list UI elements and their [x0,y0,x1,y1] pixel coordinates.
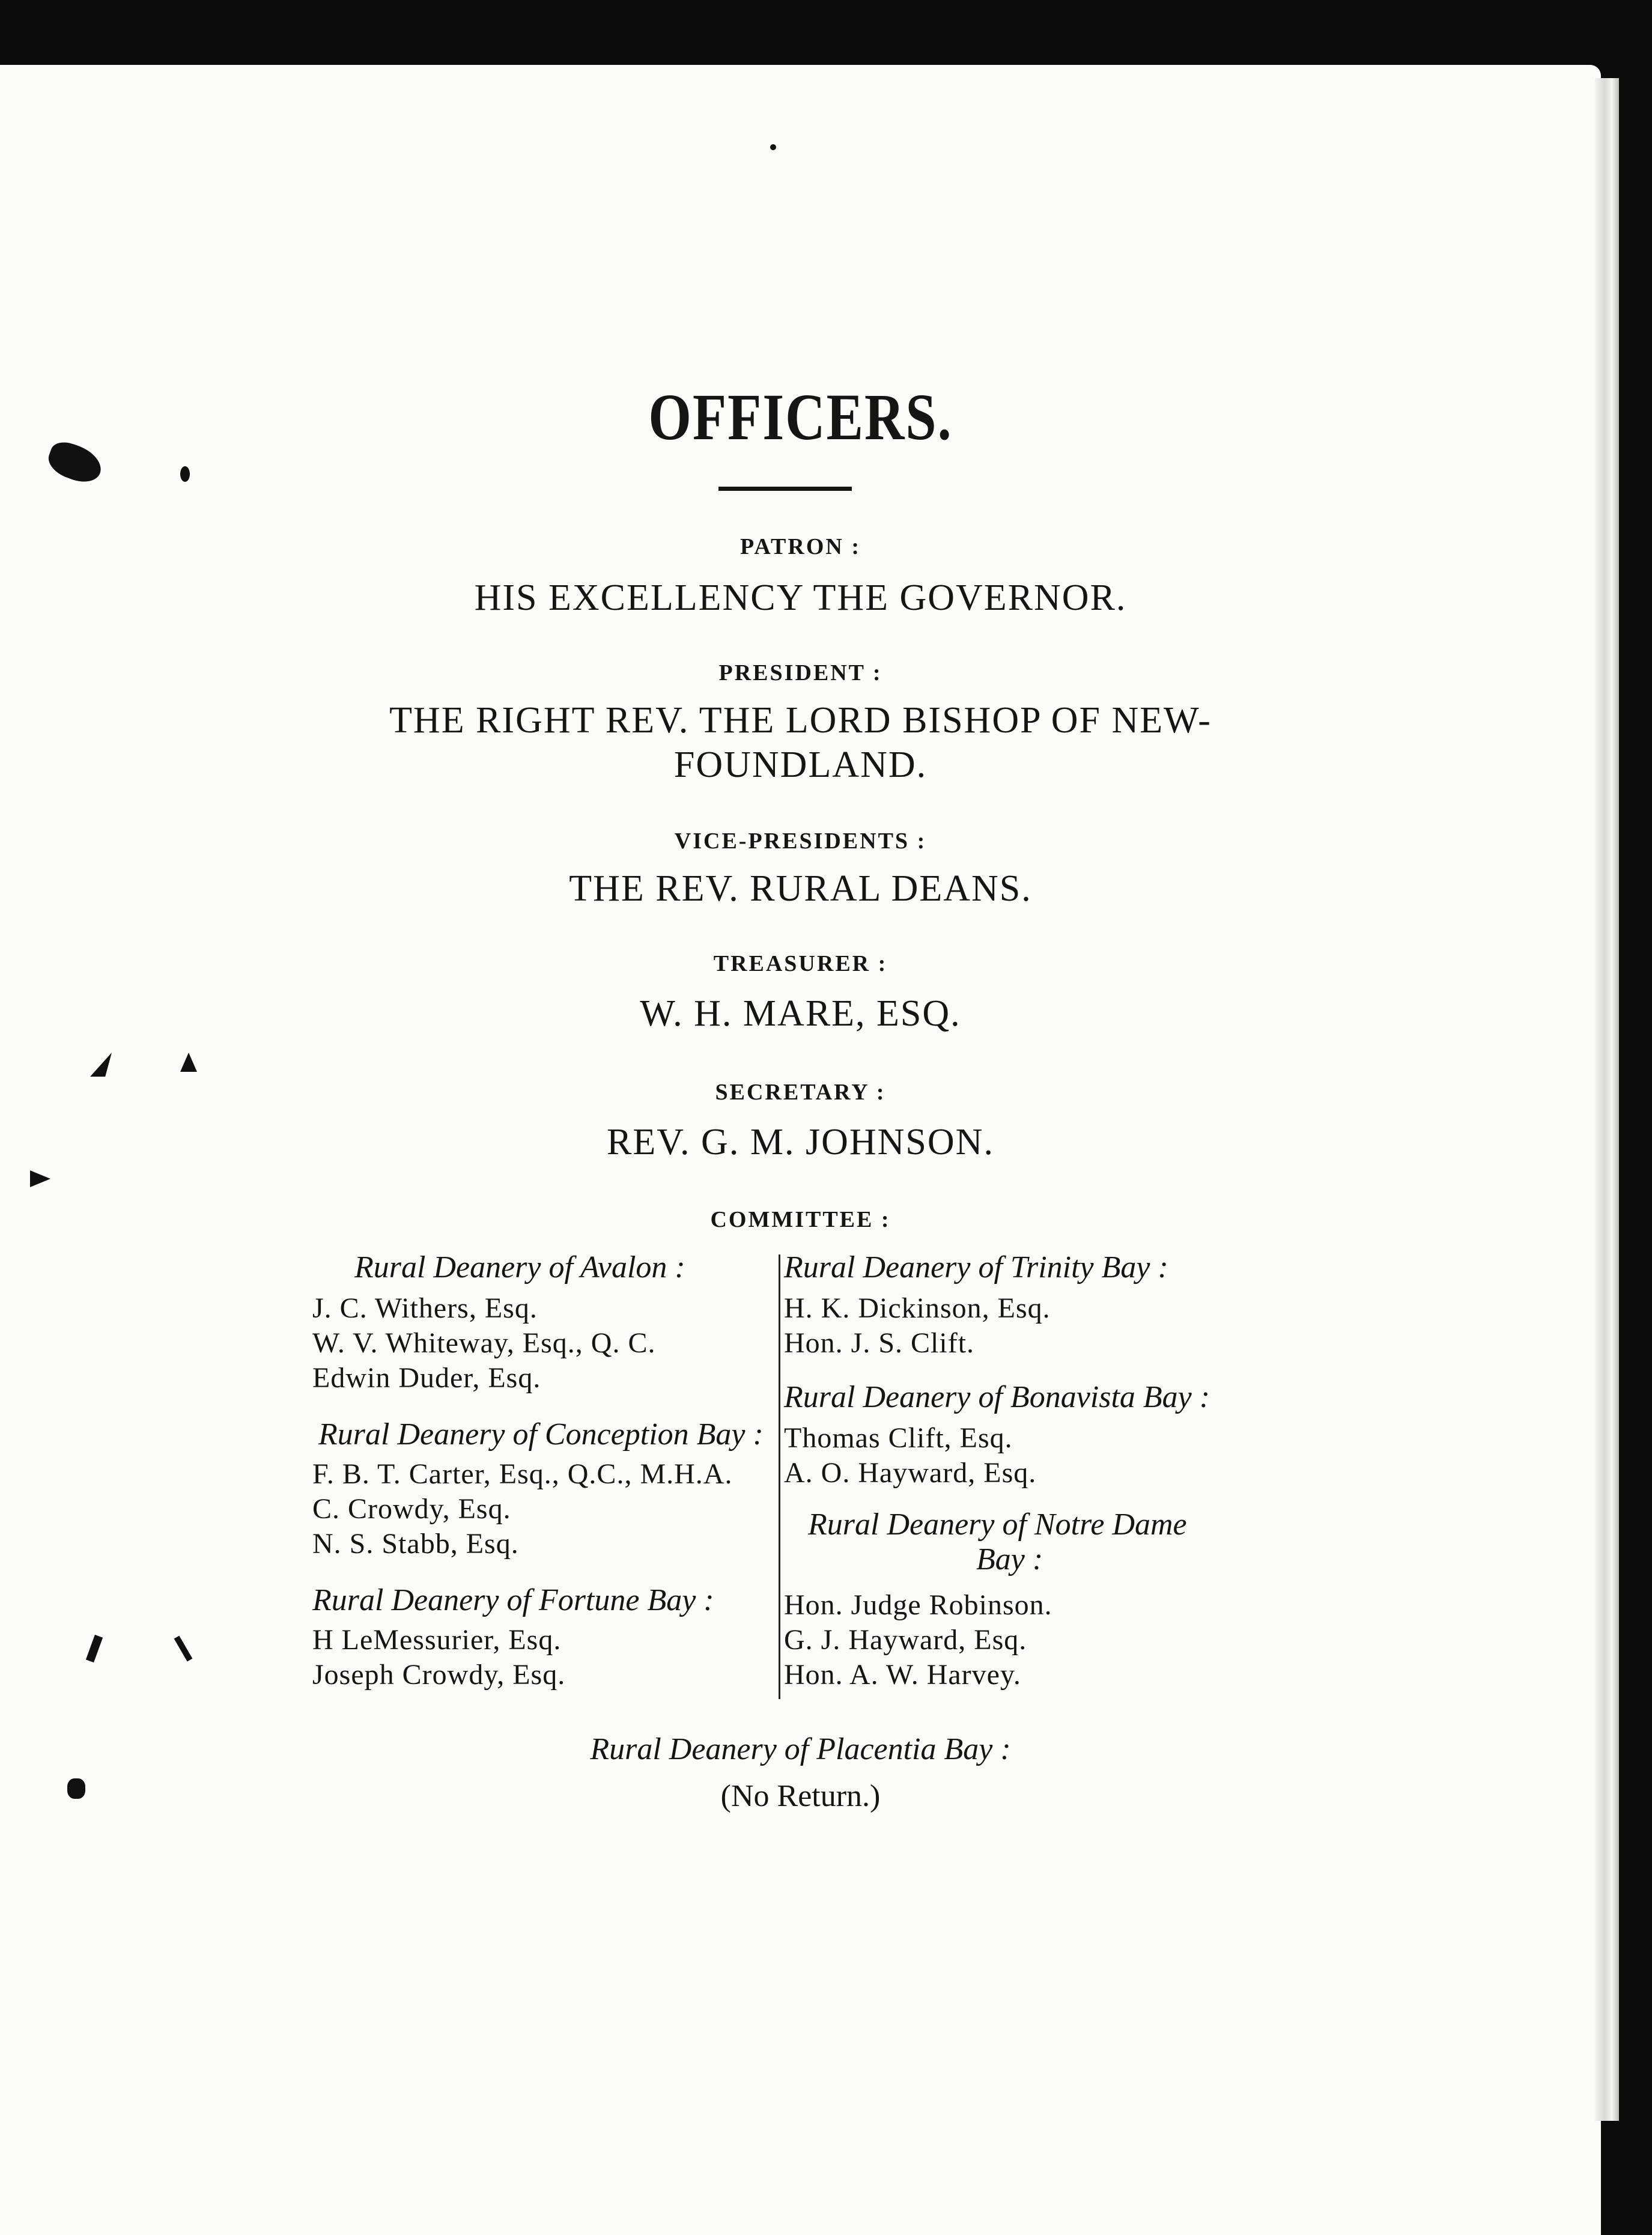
trinity-member: H. K. Dickinson, Esq. [784,1292,1051,1324]
notre-dame-heading: Rural Deanery of Notre Dame [808,1507,1187,1542]
fortune-heading: Rural Deanery of Fortune Bay : [312,1583,714,1617]
patron-label: PATRON : [740,534,861,559]
conception-member: C. Crowdy, Esq. [312,1493,511,1525]
bonavista-heading: Rural Deanery of Bonavista Bay : [784,1380,1210,1414]
notre-dame-member: G. J. Hayward, Esq. [784,1624,1027,1656]
conception-member: F. B. T. Carter, Esq., Q.C., M.H.A. [312,1458,733,1490]
page-title: OFFICERS. [648,380,953,454]
treasurer-value: W. H. MARE, ESQ. [640,993,961,1034]
notre-dame-member: Hon. Judge Robinson. [784,1589,1052,1621]
fortune-member: Joseph Crowdy, Esq. [312,1659,566,1691]
placentia-note: (No Return.) [720,1779,881,1813]
avalon-member: Edwin Duder, Esq. [312,1362,541,1394]
president-line-1: THE RIGHT REV. THE LORD BISHOP OF NEW- [389,700,1212,741]
president-label: PRESIDENT : [718,660,882,686]
committee-right-column [784,1250,1301,1693]
conception-heading: Rural Deanery of Conception Bay : [318,1417,764,1452]
notre-dame-heading-cont: Bay : [976,1542,1043,1577]
ink-blot [180,466,190,482]
bonavista-member: Thomas Clift, Esq. [784,1422,1013,1454]
placentia-heading: Rural Deanery of Placentia Bay : [590,1732,1011,1766]
vice-presidents-value: THE REV. RURAL DEANS. [569,868,1032,909]
secretary-value: REV. G. M. JOHNSON. [607,1122,994,1163]
committee-left-column [312,1250,775,1693]
avalon-member: W. V. Whiteway, Esq., Q. C. [312,1327,656,1359]
avalon-member: J. C. Withers, Esq. [312,1292,538,1324]
column-divider [779,1254,780,1699]
patron-value: HIS EXCELLENCY THE GOVERNOR. [474,577,1127,618]
fortune-member: H LeMessurier, Esq. [312,1624,562,1656]
president-line-2: FOUNDLAND. [673,744,928,785]
notre-dame-member: Hon. A. W. Harvey. [784,1659,1021,1691]
trinity-member: Hon. J. S. Clift. [784,1327,975,1359]
title-rule [718,487,852,491]
ink-blot [770,144,776,150]
trinity-heading: Rural Deanery of Trinity Bay : [784,1250,1168,1285]
bonavista-member: A. O. Hayward, Esq. [784,1457,1037,1489]
avalon-heading: Rural Deanery of Avalon : [354,1250,685,1285]
conception-member: N. S. Stabb, Esq. [312,1528,519,1560]
treasurer-label: TREASURER : [713,951,888,976]
committee-label: COMMITTEE : [710,1207,891,1232]
secretary-label: SECRETARY : [715,1080,886,1105]
vice-presidents-label: VICE-PRESIDENTS : [674,829,927,854]
